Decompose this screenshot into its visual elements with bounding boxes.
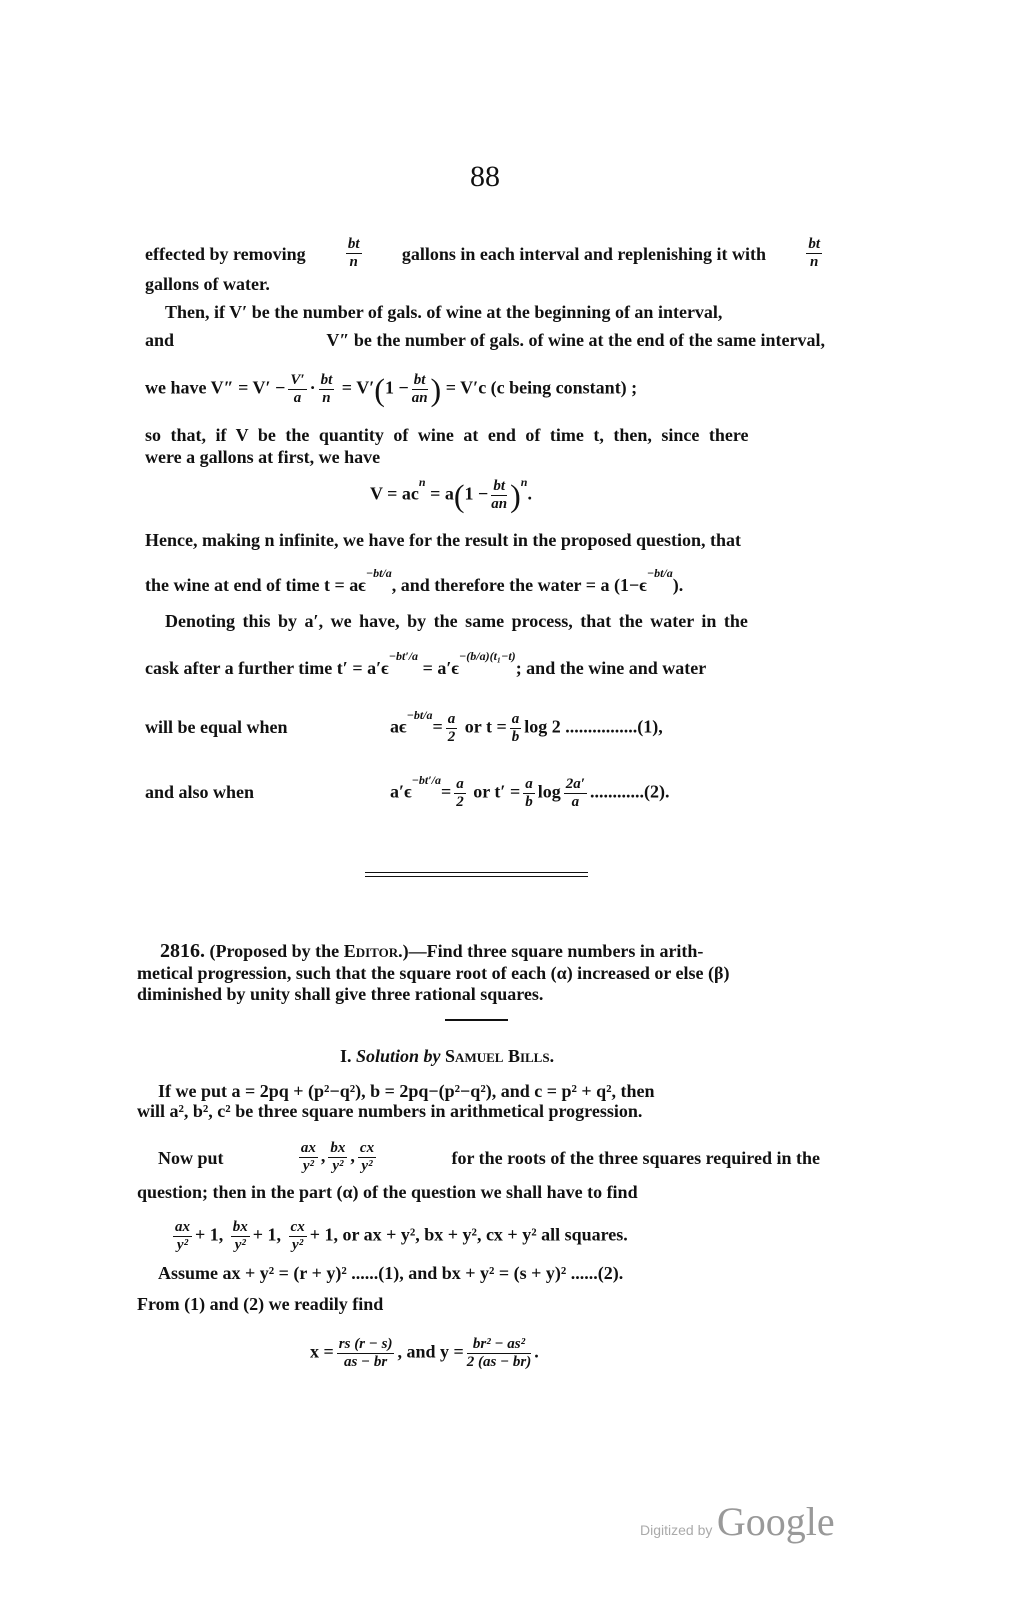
text: for the roots of the three squares required in the xyxy=(451,1147,820,1168)
text: y² xyxy=(361,1158,373,1174)
text: ............(2). xyxy=(589,781,670,802)
text: n xyxy=(418,474,426,489)
text: ( xyxy=(453,477,465,514)
fraction xyxy=(288,372,306,407)
text: 2 (as − br) xyxy=(466,1354,532,1370)
text: bx xyxy=(330,1140,346,1156)
line-3: Then, if V′ be the number of gals. of wine at the beginning of an interval, xyxy=(165,302,723,322)
text: Samuel Bills. xyxy=(445,1046,555,1066)
text: ax xyxy=(175,1219,190,1235)
text: −bt′/a xyxy=(388,649,419,663)
solution-line-4: question; then in the part (α) of the question we shall have to find xyxy=(137,1182,638,1202)
fraction xyxy=(510,711,522,746)
line-1 xyxy=(145,236,825,271)
text: n xyxy=(349,254,358,270)
fraction xyxy=(412,372,428,407)
text: ( xyxy=(374,371,385,408)
text: we have V″ = V′ − xyxy=(145,377,286,398)
text: −bt/a xyxy=(365,566,392,580)
text: log 2 ................(1), xyxy=(524,716,663,737)
text: −(b/a)(t₁−t) xyxy=(458,649,516,663)
text: a xyxy=(456,776,464,792)
text: = xyxy=(432,716,443,737)
text: = V′c (c being constant) ; xyxy=(445,377,638,398)
text: cx xyxy=(359,1140,375,1156)
text: a xyxy=(571,794,580,810)
line-10 xyxy=(145,566,825,598)
text: bt xyxy=(808,236,820,252)
text: b xyxy=(511,729,520,745)
text: 2a′ xyxy=(565,776,585,792)
text: 2 xyxy=(456,794,464,810)
text: = xyxy=(440,781,452,802)
text: bt xyxy=(491,478,507,496)
page-number: 88 xyxy=(470,160,500,193)
fraction xyxy=(346,236,362,271)
text: the wine at end of time t = aϵ xyxy=(145,575,366,595)
fraction xyxy=(289,1219,307,1254)
text: ) xyxy=(430,371,442,408)
text: 2 xyxy=(447,729,456,745)
text: 1 − xyxy=(384,377,409,398)
fraction xyxy=(491,478,507,513)
fraction xyxy=(173,1219,192,1254)
line-9: Hence, making n infinite, we have for the result in the proposed question, that xyxy=(145,530,742,550)
text: V′ xyxy=(290,372,305,388)
text: will be equal when xyxy=(145,716,288,737)
text: a xyxy=(447,711,456,727)
text: y² xyxy=(234,1237,246,1253)
text: an xyxy=(411,390,428,406)
fraction xyxy=(319,372,335,407)
text: y² xyxy=(292,1237,304,1253)
solution-line-2: will a², b², c² be three square numbers in arithmetical progression. xyxy=(137,1101,643,1121)
fraction xyxy=(358,1140,376,1175)
text: x = xyxy=(310,1341,334,1362)
text: n xyxy=(322,390,331,406)
line-11: Denoting this by a′, we have, by the same process, that the water in the xyxy=(165,611,748,631)
solution-line-1: If we put a = 2pq + (p²−q²), b = 2pq−(p²−q²), and c = p² + q², then xyxy=(158,1081,655,1101)
text: · xyxy=(309,377,316,398)
text: a′ϵ xyxy=(390,781,412,802)
fraction xyxy=(806,236,822,271)
text: y² xyxy=(176,1237,189,1253)
text: cask after a further time t′ = a′ϵ xyxy=(145,658,389,678)
fraction xyxy=(337,1336,395,1371)
text: −bt′/a xyxy=(411,772,441,787)
text: 2816. xyxy=(160,940,205,962)
text: rs (r − s) xyxy=(338,1336,393,1352)
text: Editor xyxy=(343,941,399,961)
solution-line-7: From (1) and (2) we readily find xyxy=(137,1294,384,1314)
text: = V′ xyxy=(341,377,375,398)
text: log xyxy=(537,781,561,802)
text: + 1, or ax + y², bx + y², cx + y² all squares. xyxy=(309,1224,628,1245)
text: 1 − xyxy=(464,483,489,504)
text: bt xyxy=(347,236,360,252)
equation-v xyxy=(370,474,670,514)
equation-vdoubleprime xyxy=(145,372,825,407)
text: effected by removing xyxy=(145,243,306,264)
fraction xyxy=(564,776,587,811)
fraction xyxy=(446,711,458,746)
text: ; and the wine and water xyxy=(515,658,707,678)
line-13 xyxy=(145,707,825,746)
text: = a′ϵ xyxy=(422,658,459,678)
fraction xyxy=(454,776,466,811)
line-2: gallons of water. xyxy=(145,274,270,294)
text: cx xyxy=(290,1219,305,1235)
fraction xyxy=(523,776,535,811)
text: b xyxy=(525,794,533,810)
text: = a xyxy=(430,483,454,504)
text: and xyxy=(145,330,175,350)
fraction xyxy=(328,1140,347,1175)
text: , and y = xyxy=(397,1341,464,1362)
text: −bt/a xyxy=(406,707,433,722)
text: n xyxy=(520,474,528,489)
text: −bt/a xyxy=(646,566,673,580)
question-line-2: metical progression, such that the square root of each (α) increased or else (β) xyxy=(137,963,730,983)
text: .)—Find three square numbers in arith- xyxy=(398,941,704,961)
question-line-1 xyxy=(160,940,820,962)
text: Digitized by xyxy=(640,1522,713,1538)
text: ) xyxy=(510,477,521,514)
text: an xyxy=(491,496,508,512)
line-14 xyxy=(145,772,825,811)
text: V = ac xyxy=(370,483,419,504)
text: aϵ xyxy=(390,716,407,737)
line-4 xyxy=(145,329,825,351)
solution-line-5 xyxy=(170,1219,850,1254)
short-divider xyxy=(445,1019,508,1021)
solution-line-3 xyxy=(158,1140,820,1175)
text: , xyxy=(320,1145,326,1166)
text: y² xyxy=(332,1158,344,1174)
text: gallons in each interval and replenishing it with xyxy=(401,243,767,264)
text: a xyxy=(511,711,520,727)
text: y² xyxy=(302,1158,314,1174)
fraction xyxy=(467,1336,532,1371)
text: a xyxy=(525,776,533,792)
text: Now put xyxy=(158,1147,224,1168)
text: and also when xyxy=(145,781,255,802)
line-6: so that, if V be the quantity of wine at end of time t, then, since there xyxy=(145,425,749,445)
text: bt xyxy=(320,372,333,388)
text: ax xyxy=(300,1140,316,1156)
text: or t = xyxy=(464,716,507,737)
text: Solution by xyxy=(356,1046,441,1066)
solution-equation xyxy=(310,1336,710,1371)
solution-title xyxy=(340,1045,640,1067)
digitized-by-google-watermark xyxy=(640,1498,835,1545)
fraction xyxy=(231,1219,250,1254)
text: + 1, xyxy=(195,1224,224,1245)
text: ). xyxy=(672,575,684,595)
question-line-3: diminished by unity shall give three rational squares. xyxy=(137,984,544,1004)
text: . xyxy=(527,483,532,504)
text: , and therefore the water = a (1−ϵ xyxy=(391,575,647,595)
text: I. xyxy=(340,1046,352,1066)
text: V″ be the number of gals. of wine at the end of the same interval, xyxy=(326,330,825,350)
line-12 xyxy=(145,649,825,681)
text: , xyxy=(350,1145,355,1166)
text: n xyxy=(809,254,819,270)
line-7: were a gallons at first, we have xyxy=(145,447,381,467)
text: bt xyxy=(412,372,428,390)
fraction xyxy=(299,1140,318,1175)
section-divider xyxy=(365,872,588,877)
text: as − br xyxy=(343,1354,388,1370)
text: + 1, xyxy=(252,1224,282,1245)
text: Google xyxy=(716,1499,835,1544)
text: . xyxy=(534,1341,539,1362)
text: br² − as² xyxy=(467,1336,532,1354)
solution-line-6: Assume ax + y² = (r + y)² ......(1), and bx + y² = (s + y)² ......(2). xyxy=(158,1263,624,1283)
text: bx xyxy=(232,1219,248,1235)
text: or t′ = xyxy=(473,781,521,802)
text: (Proposed by the xyxy=(209,941,344,961)
text: a xyxy=(293,390,302,406)
